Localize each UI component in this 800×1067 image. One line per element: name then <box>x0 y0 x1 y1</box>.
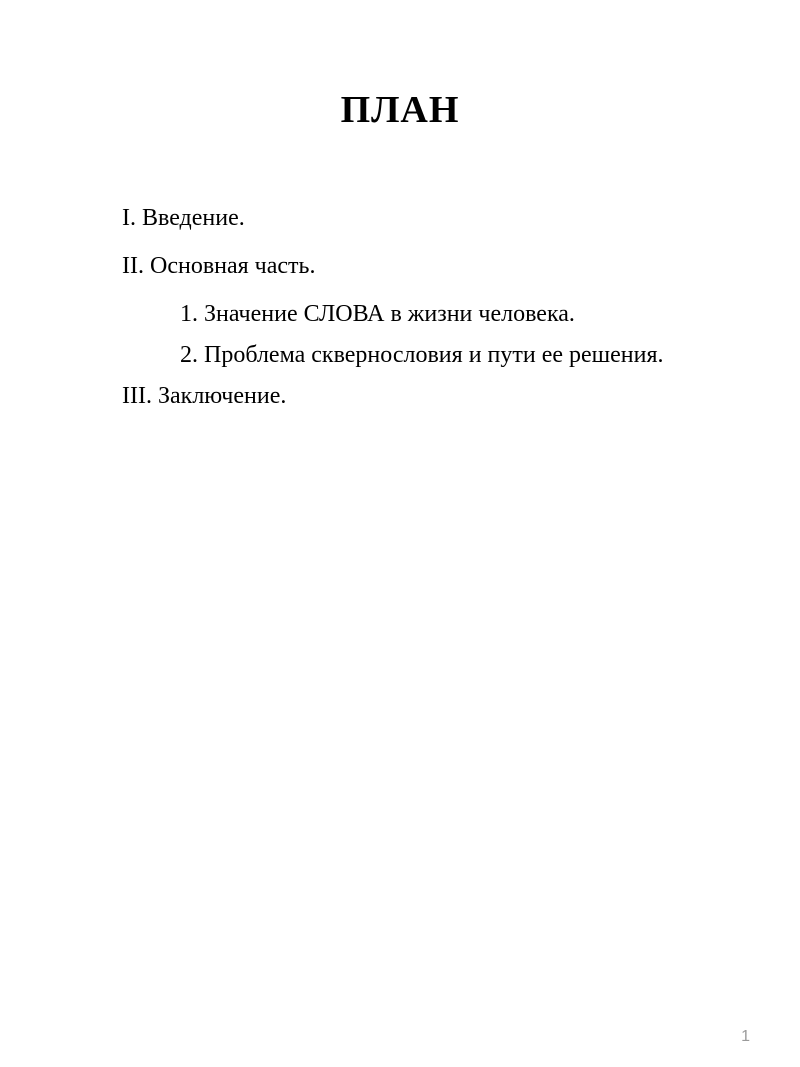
plan-subitem-profanity-problem: 2. Проблема сквернословия и пути ее решения. <box>180 342 664 368</box>
plan-item-conclusion: III. Заключение. <box>122 383 287 409</box>
plan-subitem-word-meaning: 1. Значение СЛОВА в жизни человека. <box>180 301 575 327</box>
page-title: ПЛАН <box>340 89 460 131</box>
page-number: 1 <box>741 1028 750 1045</box>
plan-list <box>122 198 722 424</box>
plan-item-introduction: I. Введение. <box>122 205 245 231</box>
plan-item-main-part: II. Основная часть. <box>122 253 316 279</box>
